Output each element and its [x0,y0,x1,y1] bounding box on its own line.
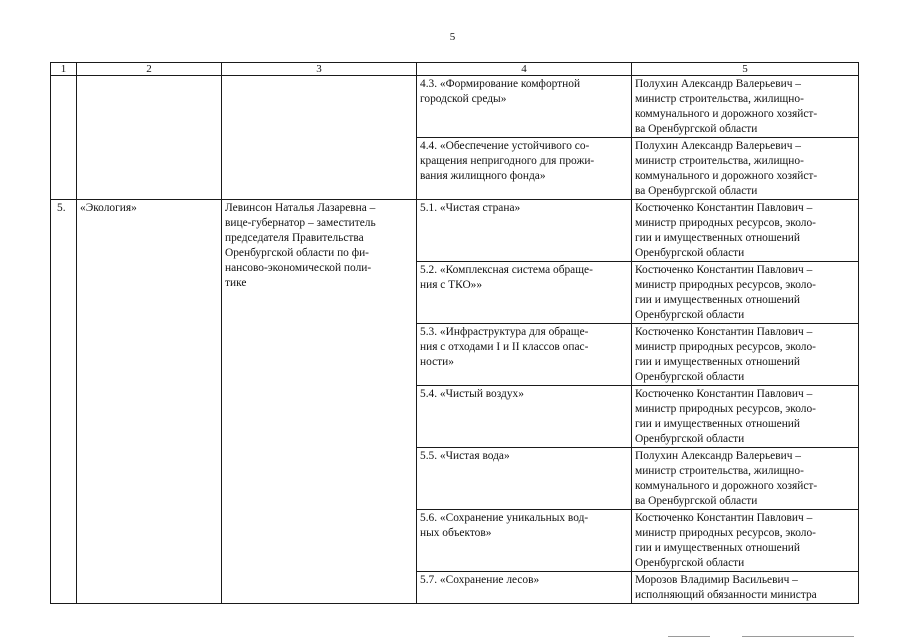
regional-project-cell: 4.3. «Формирование комфортной городской среды» [417,76,632,138]
regional-project-cell: 4.4. «Обеспечение устойчивого со- кращения непригодного для прожи- вания жилищного фонда» [417,138,632,200]
number-cell: 5. [51,200,77,604]
column-header-3: 3 [222,63,417,76]
table-row [51,76,859,138]
responsible-cell: Полухин Александр Валерьевич – министр строительства, жилищно- коммунального и дорожного хозяйст- ва Оренбургской области [632,76,859,138]
national-project-cell-empty [77,76,222,200]
regional-project-cell: 5.1. «Чистая страна» [417,200,632,262]
national-project-cell: «Экология» [77,200,222,604]
responsible-cell: Полухин Александр Валерьевич – министр строительства, жилищно- коммунального и дорожного хозяйст- ва Оренбургской области [632,448,859,510]
document-table [50,62,859,604]
responsible-cell: Костюченко Константин Павлович – министр природных ресурсов, эколо- гии и имущественных отношений Оренбургской области [632,386,859,448]
footer-divider-right [742,636,854,637]
number-cell-empty [51,76,77,200]
page-number: 5 [449,31,456,43]
curator-cell: Левинсон Наталья Лазаревна – вице-губернатор – заместитель председателя Правительства Оренбургской области по фи- нансово-экономической поли- тике [222,200,417,604]
column-header-1: 1 [51,63,77,76]
regional-project-cell: 5.2. «Комплексная система обраще- ния с ТКО»» [417,262,632,324]
regional-project-cell: 5.7. «Сохранение лесов» [417,572,632,604]
responsible-cell: Костюченко Константин Павлович – министр природных ресурсов, эколо- гии и имущественных отношений Оренбургской области [632,510,859,572]
column-header-4: 4 [417,63,632,76]
responsible-cell: Костюченко Константин Павлович – министр природных ресурсов, эколо- гии и имущественных отношений Оренбургской области [632,324,859,386]
curator-cell-empty [222,76,417,200]
footer-divider-left [668,636,710,637]
responsible-cell: Костюченко Константин Павлович – министр природных ресурсов, эколо- гии и имущественных отношений Оренбургской области [632,262,859,324]
regional-project-cell: 5.6. «Сохранение уникальных вод- ных объектов» [417,510,632,572]
responsible-cell: Костюченко Константин Павлович – министр природных ресурсов, эколо- гии и имущественных отношений Оренбургской области [632,200,859,262]
table-header-row [51,63,859,76]
regional-project-cell: 5.4. «Чистый воздух» [417,386,632,448]
responsible-cell: Полухин Александр Валерьевич – министр строительства, жилищно- коммунального и дорожного хозяйст- ва Оренбургской области [632,138,859,200]
column-header-5: 5 [632,63,859,76]
column-header-2: 2 [77,63,222,76]
table-row [51,200,859,262]
regional-project-cell: 5.3. «Инфраструктура для обраще- ния с отходами I и II классов опас- ности» [417,324,632,386]
responsible-cell: Морозов Владимир Васильевич – исполняющий обязанности министра [632,572,859,604]
regional-project-cell: 5.5. «Чистая вода» [417,448,632,510]
